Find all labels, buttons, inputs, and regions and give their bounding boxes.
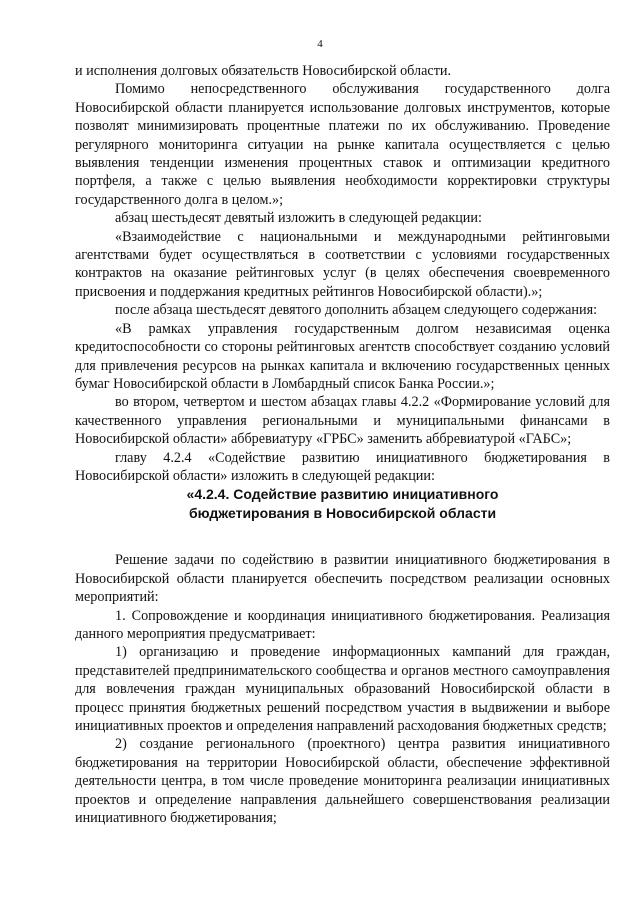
page-number: 4 <box>317 38 323 50</box>
paragraph-continuation: и исполнения долговых обязательств Новосибирской области. <box>75 63 452 79</box>
paragraph-rating-agencies: «Взаимодействие с национальными и международными рейтинговыми агентствами будет осуществляться в соответствии с условиями государственных контрактов на оказание рейтинговых услуг (в целях обеспечения своевременного присвоения и поддержания кредитных рейтингов Новосибирской области).»; <box>75 228 610 300</box>
paragraph-subitem-2: 2) создание регионального (проектного) центра развития инициативного бюджетирования на территории Новосибирской области, обеспечение эффективной деятельности центра, в том числе проведение мониторинга реализации инициативных проектов и определение направления дальнейшего совершенствования реализации инициативного бюджетирования; <box>75 736 610 827</box>
paragraph-chapter-424-intro: главу 4.2.4 «Содействие развитию инициативного бюджетирования в Новосибирской области» изложить в следующей редакции: <box>75 449 610 484</box>
paragraph-subitem-1: 1) организацию и проведение информационных кампаний для граждан, представителей предпринимательского сообщества и органов местного самоуправления для вовлечения граждан муниципальных образований Новосибирской области в процесс принятия бюджетных решений посредством участия в выдвижении и выборе инициативных проектов и определения направлений расходования бюджетных средств; <box>75 644 610 734</box>
heading-spacer <box>75 523 610 551</box>
document-body <box>75 62 610 827</box>
paragraph-abbreviation-replace: во втором, четвертом и шестом абзацах главы 4.2.2 «Формирование условий для качественного управления региональными и муниципальными финансами в Новосибирской области» аббревиатуру «ГРБС» заменить аббревиатурой «ГАБС»; <box>75 394 610 448</box>
section-heading-line1: «4.2.4. Содействие развитию инициативного <box>186 486 499 503</box>
paragraph-debt-instruments: Помимо непосредственного обслуживания государственного долга Новосибирской области планируется использование долговых инструментов, которые позволят минимизировать процентные платежи по их обслуживанию. Проведение регулярного мониторинга ситуации на рынке капитала осуществляется с целью выявления тенденции изменения процентных ставок и оптимизации кредитного портфеля, а также с целью выявления необходимости корректировки структуры государственного долга в целом.»; <box>75 81 610 208</box>
paragraph-addition-after-69: после абзаца шестьдесят девятого дополнить абзацем следующего содержания: <box>115 302 598 319</box>
paragraph-credit-assessment: «В рамках управления государственным долгом независимая оценка кредитоспособности со стороны рейтинговых агентств способствует созданию условий для привлечения ресурсов на рынках капитала и включению государственных ценных бумаг Новосибирской области в Ломбардный список Банка России.»; <box>75 320 610 392</box>
paragraph-amendment-69: абзац шестьдесят девятый изложить в следующей редакции: <box>115 210 482 227</box>
section-heading-line2: бюджетирования в Новосибирской области <box>188 505 497 522</box>
paragraph-task-solution: Решение задачи по содействию в развитии инициативного бюджетирования в Новосибирской области планируется обеспечить посредством реализации основных мероприятий: <box>75 552 610 606</box>
paragraph-item-1: 1. Сопровождение и координация инициативного бюджетирования. Реализация данного мероприятия предусматривает: <box>75 607 610 642</box>
